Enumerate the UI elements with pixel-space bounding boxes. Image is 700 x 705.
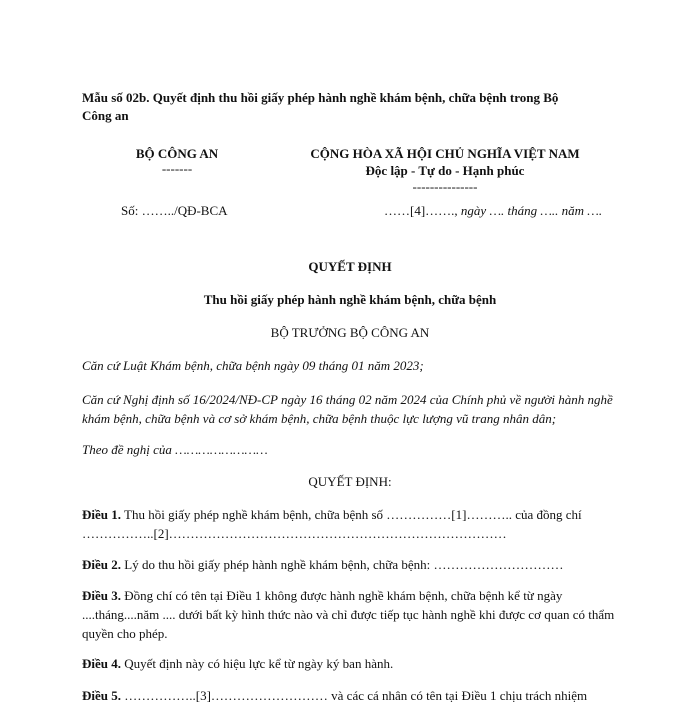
national-motto: Độc lập - Tự do - Hạnh phúc (365, 163, 525, 178)
issuing-authority: BỘ TRƯỞNG BỘ CÔNG AN (270, 325, 430, 340)
article-1 (82, 505, 622, 543)
article-4 (82, 654, 622, 673)
article-1-text: Thu hồi giấy phép nghề khám bệnh, chữa bệnh số ……………[1]……….. của đồng chí ……………..[2]…………………………………………………………………… (82, 507, 582, 541)
article-3-label: Điều 3. (82, 588, 121, 603)
article-2-text: Lý do thu hồi giấy phép hành nghề khám bệnh, chữa bệnh: ………………………… (121, 557, 564, 572)
form-title-line-1: Mẫu số 02b. Quyết định thu hồi giấy phép hành nghề khám bệnh, chữa bệnh trong Bộ (82, 90, 559, 105)
article-3 (82, 586, 622, 643)
date-placeholder: ngày …. tháng ….. năm …. (460, 203, 603, 218)
article-5-text: ……………..[3]……………………… và các cá nhân có tên tại Điều 1 chịu trách nhiệm (121, 688, 588, 703)
agency-underline-rule: ------- (161, 161, 193, 176)
article-2 (82, 555, 622, 574)
decision-number: Số: ……../QĐ-BCA (121, 203, 228, 218)
decides-heading: QUYẾT ĐỊNH: (308, 474, 392, 489)
form-title-line-2: Công an (82, 108, 129, 123)
decision-subject: Thu hồi giấy phép hành nghề khám bệnh, chữa bệnh (203, 292, 497, 307)
issuing-agency: BỘ CÔNG AN (135, 146, 219, 161)
article-4-label: Điều 4. (82, 656, 121, 671)
article-1-label: Điều 1. (82, 507, 121, 522)
article-2-label: Điều 2. (82, 557, 121, 572)
legal-basis-decree: Căn cứ Nghị định số 16/2024/NĐ-CP ngày 16 tháng 02 năm 2024 của Chính phủ về người hành nghề khám bệnh, chữa bệnh và cơ sở khám bệnh, chữa bệnh thuộc lực lượng vũ trang nhân dân; (82, 392, 613, 426)
article-5 (82, 686, 692, 705)
place-and-date (384, 203, 602, 219)
proposal-basis: Theo đề nghị của …………………… (82, 442, 268, 457)
article-3-text: Đồng chí có tên tại Điều 1 không được hành nghề khám bệnh, chữa bệnh kể từ ngày ....tháng....năm .... dưới bất kỳ hình thức nào và chỉ được tiếp tục hành nghề khi được cơ quan có thẩm quyền cho phép. (82, 588, 615, 641)
country-name: CỘNG HÒA XÃ HỘI CHỦ NGHĨA VIỆT NAM (310, 146, 580, 161)
legal-basis-law: Căn cứ Luật Khám bệnh, chữa bệnh ngày 09 tháng 01 năm 2023; (82, 358, 424, 373)
article-5-label: Điều 5. (82, 688, 121, 703)
decision-title: QUYẾT ĐỊNH (308, 259, 392, 274)
article-4-text: Quyết định này có hiệu lực kể từ ngày ký ban hành. (121, 656, 394, 671)
place-placeholder: ……[4]……., (384, 203, 461, 218)
motto-underline-rule: --------------- (412, 179, 478, 194)
